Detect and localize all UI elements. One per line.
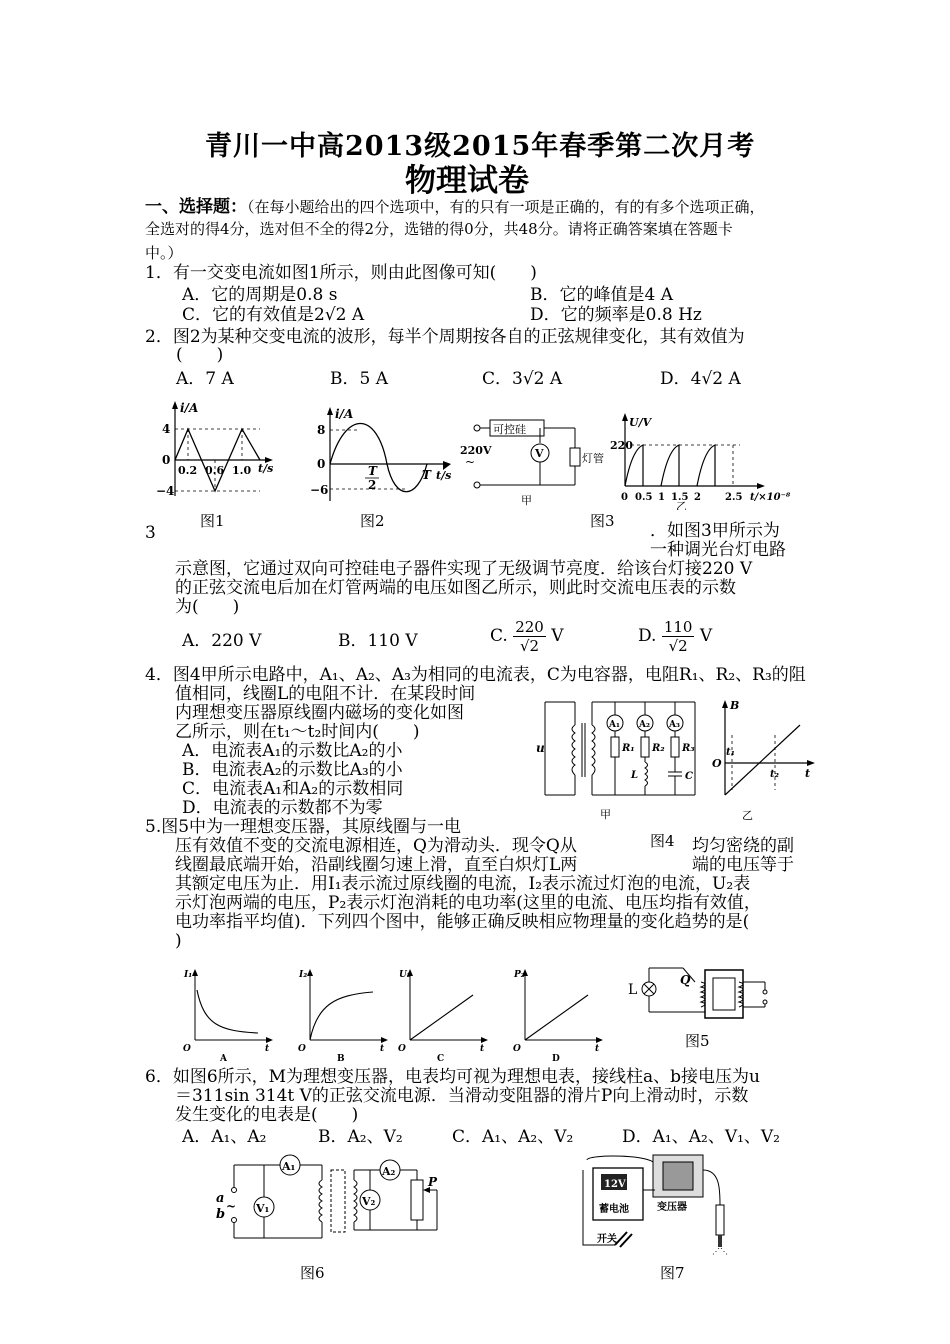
- fig4b-t1: t₁: [726, 747, 735, 758]
- fig1-xlabel: t/s: [258, 462, 274, 475]
- q4-line-3: 内理想变压器原线圈内磁场的变化如图: [175, 703, 464, 723]
- fig7-battery-voltage: 12V: [604, 1179, 626, 1190]
- fig3b-caption: 乙: [676, 500, 687, 510]
- q6-line-2: ＝311sin 314t V的正弦交流电源．当滑动变阻器的滑片P向上滑动时，示数: [175, 1086, 749, 1106]
- fig3b-tick-0: 0: [621, 492, 628, 503]
- q3-option-d-num: 110: [663, 618, 693, 636]
- fig4b-t2: t₂: [770, 769, 779, 780]
- fig3b-tick-5: 2.5: [725, 492, 743, 503]
- q5-line-2a: 压有效值不变的交流电源相连，Q为滑动头．现令Q从: [175, 836, 577, 856]
- q2-option-d: D．4√2 A: [660, 369, 741, 389]
- q4-option-c: C．电流表A₁和A₂的示数相同: [182, 779, 404, 799]
- section-instructions-2: 全选对的得4分，选对但不全的得2分，选错的得0分，共48分。请将正确答案填在答题卡: [145, 220, 733, 238]
- fig3b-peak: 220: [610, 439, 633, 452]
- fig5-q: Q: [680, 973, 691, 987]
- figure-5-label: 图5: [685, 1032, 710, 1050]
- q3-option-c-fraction: [513, 618, 546, 655]
- section-label: 一、选择题：: [145, 197, 247, 217]
- figure-6-label: 图6: [300, 1264, 325, 1282]
- q1-option-d: D．它的频率是0.8 Hz: [530, 305, 702, 325]
- q5-line-1: 5.图5中为一理想变压器，其原线圈与一电: [145, 817, 462, 837]
- q6-option-a: A．A₁、A₂: [182, 1127, 267, 1147]
- fig1-tick-y-neg4: −4: [156, 484, 175, 498]
- q3-line-5: 为( ): [175, 597, 240, 617]
- q4-line-2: 值相同，线圈L的电阻不计．在某段时间: [175, 684, 476, 704]
- q5-graph-d: [510, 965, 610, 1065]
- fig4-a3: A₃: [669, 720, 680, 730]
- q5-graph-d-caption: D: [552, 1054, 560, 1064]
- q5-graph-a: [180, 965, 280, 1065]
- section-heading: [145, 192, 765, 217]
- fig2-xlabel: t/s: [436, 469, 452, 482]
- fig3b-ylabel: U/V: [629, 416, 652, 429]
- q4-option-b: B．电流表A₂的示数比A₃的小: [182, 760, 403, 780]
- fig6-a: a: [216, 1191, 225, 1206]
- q4-option-d: D．电流表的示数都不为零: [182, 798, 383, 818]
- q5-line-3a: 线圈最底端开始，沿副线圈匀速上滑，直至白炽灯L两: [175, 855, 578, 875]
- figure-1-label: 图1: [200, 512, 225, 530]
- fig7-transformer: 变压器: [657, 1202, 687, 1213]
- q2-option-c: C．3√2 A: [482, 369, 563, 389]
- fig6-p: P: [428, 1175, 438, 1189]
- fig3a-device: 可控硅: [493, 423, 526, 436]
- figure-6-circuit: [212, 1150, 452, 1250]
- q5-graph-b-t: t: [380, 1044, 385, 1054]
- fig4-a2: A₂: [639, 720, 650, 730]
- q4-option-a: A．电流表A₁的示数比A₂的小: [182, 741, 403, 761]
- q2-option-b: B．5 A: [330, 369, 388, 389]
- q6-line-3: 发生变化的电表是( ): [175, 1105, 359, 1125]
- q5-graph-c-ylabel: U₂: [399, 970, 411, 980]
- figure-3a-circuit: [455, 410, 605, 510]
- figure-4a-circuit: [530, 690, 710, 825]
- fig2-tick-y-8: 8: [317, 423, 326, 437]
- fig2-tick-T: T: [422, 468, 431, 482]
- q5-line-4: 其额定电压为止．用I₁表示流过原线圈的电流，I₂表示流过灯泡的电流，U₂表: [175, 874, 751, 894]
- fig3a-lamp: 灯管: [582, 452, 604, 465]
- figure-5-circuit: [625, 960, 785, 1030]
- q4-line-4: 乙所示，则在t₁～t₂时间内( ): [175, 722, 420, 742]
- fig4-l: L: [631, 770, 639, 781]
- q3-option-c-den: √2: [519, 637, 540, 655]
- q3-number: 3: [145, 523, 156, 543]
- q5-graph-c-t: t: [480, 1044, 485, 1054]
- figure-7-label: 图7: [660, 1264, 685, 1282]
- q3-option-c: [490, 618, 564, 655]
- fig4-r3: R₃: [682, 743, 695, 754]
- q1-option-a: A．它的周期是0.8 s: [182, 285, 338, 305]
- fig1-ylabel: i/A: [180, 401, 199, 415]
- fig3a-voltage: 220V: [460, 444, 492, 457]
- fig4-caption-jia: 甲: [600, 808, 611, 821]
- q5-graph-b-ylabel: I₂: [299, 970, 308, 980]
- q5-graph-a-t: t: [265, 1044, 270, 1054]
- q3-option-c-num: 220: [515, 618, 544, 636]
- q3-option-d-prefix: D.: [638, 626, 657, 646]
- q5-graph-b-o: O: [298, 1044, 306, 1054]
- figure-7-illustration: [575, 1150, 750, 1260]
- fig6-tilde: ~: [226, 1199, 237, 1213]
- figure-2-label: 图2: [360, 512, 385, 530]
- fig1-tick-y-0: 0: [162, 453, 171, 467]
- fig4-r2: R₂: [652, 743, 665, 754]
- fig4-caption-yi: 乙: [742, 809, 753, 822]
- fig1-tick-x-2: 0.6: [205, 464, 225, 477]
- q2-option-a: A．7 A: [176, 369, 234, 389]
- q3-option-a: A．220 V: [182, 631, 262, 651]
- q5-line-2b: 均匀密绕的副: [692, 836, 794, 856]
- fig6-a1: A₁: [282, 1160, 296, 1173]
- q5-graph-c-caption: C: [437, 1054, 445, 1064]
- q5-line-3b: 端的电压等于: [692, 855, 794, 875]
- fig3a-caption: 甲: [521, 494, 532, 507]
- fig3a-tilde: ~: [465, 455, 476, 469]
- figure-3b-graph: [610, 410, 795, 510]
- fig2-tick-half-T-den: 2: [368, 478, 377, 492]
- figure-4b-graph: [710, 695, 820, 825]
- q5-graph-b-caption: B: [337, 1054, 345, 1064]
- fig6-a2: A₂: [382, 1165, 396, 1178]
- fig7-spark: ⋰⋱: [712, 1247, 728, 1256]
- q3-option-c-prefix: C.: [490, 626, 508, 646]
- fig6-v1: V₁: [256, 1202, 270, 1215]
- q1-option-c: C．它的有效值是2√2 A: [182, 305, 365, 325]
- q5-graph-b: [295, 965, 395, 1065]
- q5-graph-d-o: O: [513, 1044, 521, 1054]
- q5-graph-a-ylabel: I₁: [184, 970, 193, 980]
- fig1-tick-y-4: 4: [162, 422, 171, 436]
- fig4-u: u: [536, 741, 545, 755]
- fig3a-meter: V: [535, 447, 544, 460]
- q3-option-d-fraction: [662, 618, 695, 655]
- fig5-lamp-label: L: [628, 982, 638, 998]
- q1-option-b: B．它的峰值是4 A: [530, 285, 673, 305]
- fig7-switch: 开关: [597, 1234, 617, 1245]
- q5-graph-c-o: O: [398, 1044, 406, 1054]
- q1-stem: 1．有一交变电流如图1所示，则由此图像可知( ): [145, 263, 537, 283]
- fig4-a1: A₁: [609, 720, 620, 730]
- q5-graph-a-caption: A: [220, 1054, 227, 1064]
- figure-1-graph: [150, 398, 275, 503]
- fig4-r1: R₁: [622, 743, 635, 754]
- q3-option-d-unit: V: [699, 626, 713, 646]
- q5-graph-a-o: O: [183, 1044, 191, 1054]
- fig2-tick-y-neg6: −6: [310, 483, 329, 497]
- q5-graph-c: [395, 965, 495, 1065]
- q5-graph-d-t: t: [595, 1044, 600, 1054]
- q5-line-6: 电功率指平均值)．下列四个图中，能够正确反映相应物理量的变化趋势的是(: [175, 912, 750, 932]
- fig2-tick-half-T-num: T: [368, 464, 377, 478]
- fig3b-tick-2: 1: [658, 492, 665, 503]
- q3-line-1: ．如图3甲所示为: [650, 521, 780, 541]
- fig3b-tick-4: 2: [694, 492, 701, 503]
- figure-4-label: 图4: [650, 832, 675, 850]
- q3-option-c-unit: V: [551, 626, 564, 646]
- q5-line-7: ): [175, 931, 182, 951]
- fig7-battery: 蓄电池: [599, 1204, 629, 1215]
- exam-subtitle: 物理试卷: [405, 163, 529, 199]
- q6-option-d: D．A₁、A₂、V₁、V₂: [622, 1127, 780, 1147]
- figure-3-label: 图3: [590, 512, 615, 530]
- q3-line-2: 一种调光台灯电路: [650, 540, 786, 560]
- fig3b-xlabel: t/×10⁻⁸: [750, 492, 791, 503]
- section-instructions-3: 中。）: [145, 244, 183, 262]
- section-instructions-1: （在每小题给出的四个选项中，有的只有一项是正确的，有的有多个选项正确，: [247, 198, 765, 216]
- fig6-v2: V₂: [362, 1195, 376, 1208]
- q5-graph-d-ylabel: P₂: [514, 970, 525, 980]
- fig3b-tick-1: 0.5: [635, 492, 653, 503]
- fig4b-b: B: [730, 699, 740, 712]
- q5-line-5: 示灯泡两端的电压，P₂表示灯泡消耗的电功率(这里的电流、电压均指有效值，: [175, 893, 761, 913]
- q3-option-d: [638, 618, 712, 655]
- q6-option-c: C．A₁、A₂、V₂: [452, 1127, 574, 1147]
- fig2-ylabel: i/A: [335, 407, 354, 421]
- q2-stem: 2．图2为某种交变电流的波形，每半个周期按各自的正弦规律变化，其有效值为: [145, 327, 745, 347]
- fig4b-t: t: [805, 767, 811, 780]
- fig1-tick-x-3: 1.0: [232, 464, 252, 477]
- q3-line-3: 示意图，它通过双向可控硅电子器件实现了无级调节亮度．给该台灯接220 V: [175, 559, 753, 579]
- q3-line-4: 的正弦交流电后加在灯管两端的电压如图乙所示，则此时交流电压表的示数: [175, 578, 736, 598]
- q6-option-b: B．A₂、V₂: [318, 1127, 403, 1147]
- q6-line-1: 6．如图6所示，M为理想变压器，电表均可视为理想电表，接线柱a、b接电压为u: [145, 1067, 761, 1087]
- figure-2-graph: [305, 405, 455, 505]
- fig3b-tick-3: 1.5: [671, 492, 689, 503]
- q2-stem-paren: ( ): [176, 345, 224, 365]
- fig4-c: C: [685, 771, 693, 782]
- fig6-b: b: [216, 1207, 226, 1222]
- q3-option-d-den: √2: [668, 637, 688, 655]
- exam-title: 青川一中高2013级2015年春季第二次月考: [205, 131, 756, 162]
- q3-option-b: B．110 V: [338, 631, 418, 651]
- fig4b-o: O: [712, 757, 722, 770]
- q4-line-1: 4．图4甲所示电路中，A₁、A₂、A₃为相同的电流表，C为电容器，电阻R₁、R₂、R₃的阻: [145, 665, 806, 685]
- fig2-tick-y-0: 0: [317, 457, 326, 471]
- fig1-tick-x-1: 0.2: [178, 464, 198, 477]
